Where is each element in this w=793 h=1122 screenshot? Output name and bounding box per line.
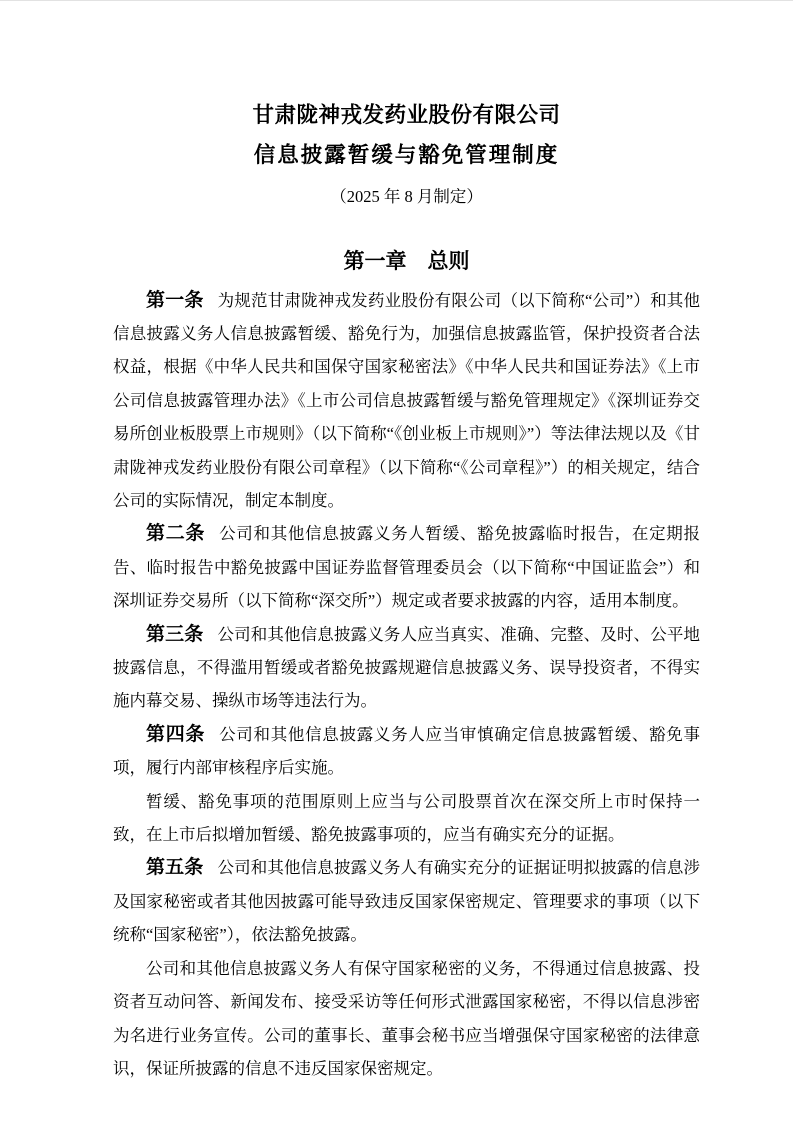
paragraph-article-4-continued [113, 785, 700, 852]
enactment-date-note: （2025 年 8 月制定） [330, 186, 483, 206]
document-title-policy: 信息披露暂缓与豁免管理制度 [253, 142, 560, 167]
article-label: 第四条 [146, 723, 206, 745]
article-text: 暂缓、豁免事项的范围原则上应当与公司股票首次在深交所上市时保持一致，在上市后拟增加暂缓、豁免披露事项的，应当有确实充分的证据。 [113, 791, 700, 845]
paragraph-article-5-continued [113, 952, 700, 1086]
article-label: 第一条 [146, 289, 204, 311]
document-content [0, 1, 793, 1122]
article-text: 公司和其他信息披露义务人暂缓、豁免披露临时报告，在定期报告、临时报告中豁免披露中国证券监督管理委员会（以下简称“中国证监会”）和深圳证券交易所（以下简称“深交所”）规定或者要求披露的内容，适用本制度。 [113, 524, 700, 611]
article-text: 公司和其他信息披露义务人有确实充分的证据证明拟披露的信息涉及国家秘密或者其他因披露可能导致违反国家保密规定、管理要求的事项（以下统称“国家秘密”），依法豁免披露。 [113, 858, 700, 945]
paragraph-article-1 [113, 284, 700, 518]
article-text: 公司和其他信息披露义务人应当审慎确定信息披露暂缓、豁免事项，履行内部审核程序后实施。 [113, 724, 700, 778]
document-body [113, 284, 700, 1086]
paragraph-article-4 [113, 718, 700, 785]
chapter-heading: 第一章 总则 [343, 249, 470, 274]
article-label: 第三条 [146, 623, 204, 645]
article-text: 公司和其他信息披露义务人应当真实、准确、完整、及时、公平地披露信息，不得滥用暂缓或者豁免披露规避信息披露义务、误导投资者，不得实施内幕交易、操纵市场等违法行为。 [113, 624, 700, 711]
paragraph-article-3 [113, 618, 700, 718]
paragraph-article-5 [113, 851, 700, 951]
article-label: 第二条 [146, 523, 206, 545]
paragraph-article-2 [113, 517, 700, 617]
document-title-company: 甘肃陇神戎发药业股份有限公司 [252, 103, 561, 127]
article-text: 为规范甘肃陇神戎发药业股份有限公司（以下简称“公司”）和其他信息披露义务人信息披露暂缓、豁免行为，加强信息披露监管，保护投资者合法权益，根据《中华人民共和国保守国家秘密法》《中华人民共和国证券法》《上市公司信息披露管理办法》《上市公司信息披露暂缓与豁免管理规定》《深圳证券交易所创业板股票上市规则》（以下简称“《创业板上市规则》”）等法律法规以及《甘肃陇神戎发药业股份有限公司章程》（以下简称“《公司章程》”）的相关规定，结合公司的实际情况，制定本制度。 [113, 290, 700, 511]
article-label: 第五条 [146, 857, 204, 879]
article-text: 公司和其他信息披露义务人有保守国家秘密的义务，不得通过信息披露、投资者互动问答、新闻发布、接受采访等任何形式泄露国家秘密，不得以信息涉密为名进行业务宣传。公司的董事长、董事会秘书应当增强保守国家秘密的法律意识，保证所披露的信息不违反国家保密规定。 [113, 958, 700, 1078]
